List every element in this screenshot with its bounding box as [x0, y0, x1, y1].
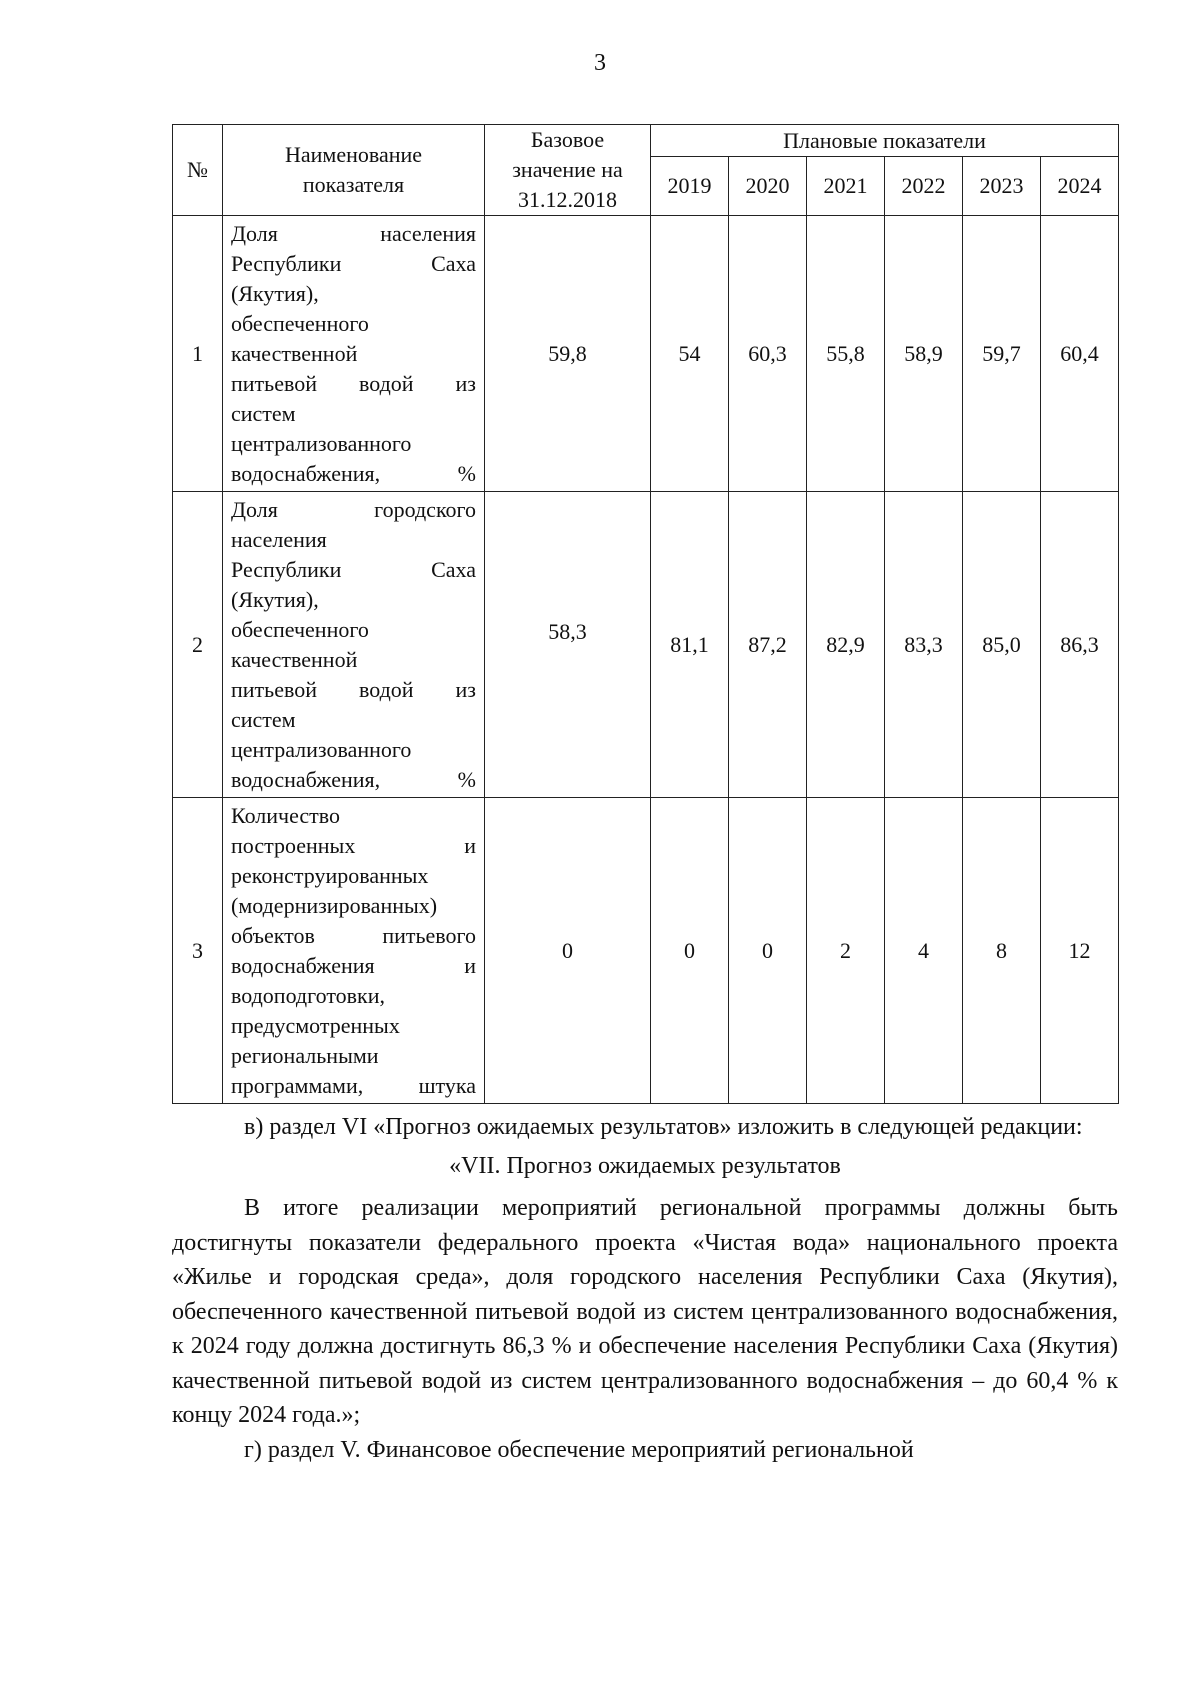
body-text	[172, 1110, 1118, 1467]
row-year-value: 60,3	[729, 216, 807, 492]
row-name-line: Республики Саха	[231, 250, 476, 276]
row-year-value: 86,3	[1041, 492, 1119, 798]
row-name-line: Республики Саха	[231, 556, 476, 582]
row-name-line: централизованного	[231, 430, 412, 456]
row-name-line: программами, штука	[231, 1072, 476, 1098]
header-name	[223, 125, 485, 216]
row-name-line: реконструированных	[231, 862, 429, 888]
row-name-line: объектов питьевого	[231, 922, 476, 948]
row-year-value: 0	[729, 798, 807, 1104]
row-base-value: 59,8	[485, 216, 651, 492]
paragraph-main: В итоге реализации мероприятий региональной программы должны быть достигнуты показатели федерального проекта «Чистая вода» национального проекта «Жилье и городская среда», доля городского населения Республики Саха (Якутия), обеспеченного качественной питьевой водой из систем централизованного водоснабжения, к 2024 году должна достигнуть 86,3 % и обеспечение населения Республики Саха (Якутия) качественной питьевой водой из систем централизованного водоснабжения – до 60,4 % к концу 2024 года.»;	[172, 1195, 1118, 1428]
header-year: 2023	[963, 157, 1041, 216]
row-name-line: водоснабжения, %	[231, 460, 476, 486]
row-name-line: Количество	[231, 802, 341, 828]
header-plan: Плановые показатели	[651, 125, 1119, 157]
row-year-value: 54	[651, 216, 729, 492]
row-name-line: (Якутия),	[231, 586, 319, 612]
page-number: 3	[594, 50, 606, 76]
section-heading: «VII. Прогноз ожидаемых результатов	[449, 1152, 841, 1179]
row-name-line: (модернизированных)	[231, 892, 438, 918]
row-base-value: 58,3	[485, 492, 651, 798]
paragraph-v: в) раздел VI «Прогноз ожидаемых результатов» изложить в следующей редакции:	[244, 1114, 1083, 1140]
row-name-line: водоснабжения, %	[231, 766, 476, 792]
row-year-value: 2	[807, 798, 885, 1104]
header-base-line1: Базовое	[530, 127, 605, 152]
header-num: №	[173, 125, 223, 216]
row-year-value: 58,9	[885, 216, 963, 492]
row-year-value: 12	[1041, 798, 1119, 1104]
table-row	[173, 798, 1119, 1104]
row-year-value: 0	[651, 798, 729, 1104]
row-year-value: 82,9	[807, 492, 885, 798]
header-year: 2019	[651, 157, 729, 216]
row-name-line: систем	[231, 400, 296, 426]
row-base-value: 0	[485, 798, 651, 1104]
header-year: 2022	[885, 157, 963, 216]
row-name-line: централизованного	[231, 736, 412, 762]
row-year-value: 60,4	[1041, 216, 1119, 492]
row-name-line: качественной	[231, 646, 358, 672]
header-base-line2: значение на	[512, 157, 623, 182]
row-name-line: Доля населения	[231, 220, 476, 246]
row-name-line: качественной	[231, 340, 358, 366]
row-year-value: 87,2	[729, 492, 807, 798]
header-year: 2020	[729, 157, 807, 216]
row-name	[223, 492, 485, 798]
row-name-line: предусмотренных	[231, 1012, 400, 1038]
row-name	[223, 216, 485, 492]
indicators-table	[172, 124, 1119, 1104]
row-num: 3	[173, 798, 223, 1104]
row-name-line: обеспеченного	[231, 616, 369, 642]
row-name-line: населения	[231, 526, 327, 552]
row-year-value: 4	[885, 798, 963, 1104]
header-year: 2021	[807, 157, 885, 216]
row-year-value: 8	[963, 798, 1041, 1104]
header-base	[485, 125, 651, 216]
row-year-value: 83,3	[885, 492, 963, 798]
table-row	[173, 216, 1119, 492]
row-name-line: систем	[231, 706, 296, 732]
row-name-line: питьевой водой из	[231, 370, 476, 396]
header-base-line3: 31.12.2018	[518, 187, 617, 212]
row-name-line: (Якутия),	[231, 280, 319, 306]
row-year-value: 81,1	[651, 492, 729, 798]
row-name-line: региональными	[231, 1042, 379, 1068]
row-year-value: 85,0	[963, 492, 1041, 798]
table-row	[173, 492, 1119, 798]
row-name-line: Доля городского	[231, 496, 476, 522]
header-year: 2024	[1041, 157, 1119, 216]
row-name-line: обеспеченного	[231, 310, 369, 336]
header-name-line1: Наименование	[284, 142, 423, 167]
row-year-value: 55,8	[807, 216, 885, 492]
header-name-line2: показателя	[302, 172, 405, 197]
row-name	[223, 798, 485, 1104]
row-year-value: 59,7	[963, 216, 1041, 492]
row-name-line: питьевой водой из	[231, 676, 476, 702]
row-name-line: водоснабжения и	[231, 952, 476, 978]
paragraph-g: г) раздел V. Финансовое обеспечение мероприятий региональной	[244, 1436, 914, 1463]
row-num: 2	[173, 492, 223, 798]
row-num: 1	[173, 216, 223, 492]
row-name-line: построенных и	[231, 832, 476, 858]
row-name-line: водоподготовки,	[231, 982, 385, 1008]
